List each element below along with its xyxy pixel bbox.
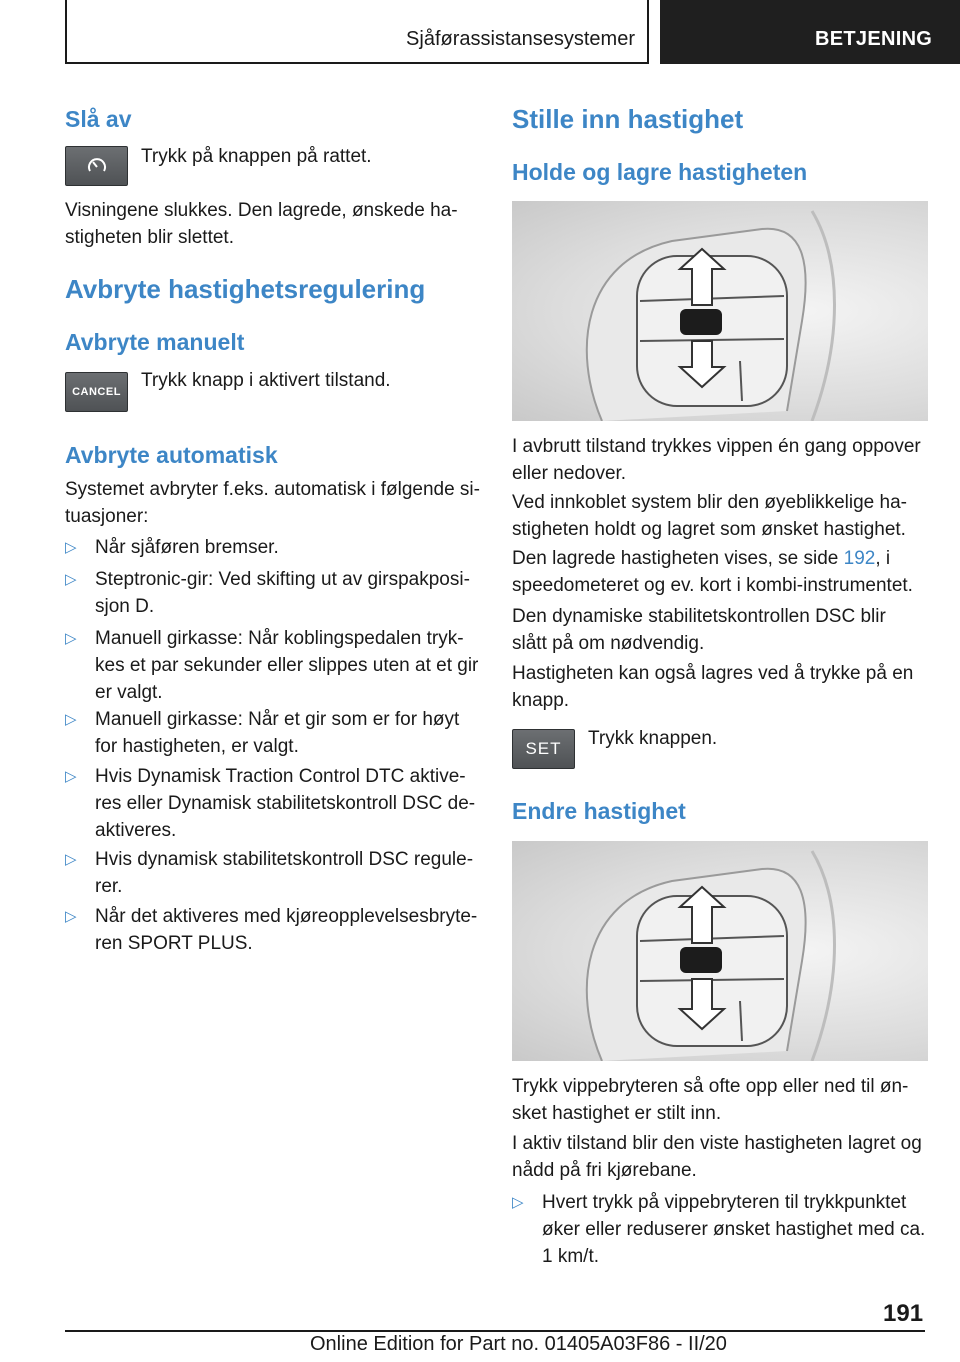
bullet-marker-icon: ▷ (65, 768, 77, 785)
endre-para-2: I aktiv tilstand blir den viste hastigheten lagret og nådd på fri kjørebane. (512, 1133, 922, 1181)
page-number: 191 (883, 1300, 924, 1327)
heading-avbryte-automatisk: Avbryte automatisk (65, 442, 278, 468)
set-button-image (512, 729, 575, 769)
automatisk-intro: Systemet avbryter f.eks. automatisk i følgende si- tuasjoner: (65, 479, 480, 527)
holde-para-3 (512, 545, 913, 599)
set-button-label: SET (525, 739, 562, 758)
list-item-text: Hvis dynamisk stabilitetskontroll DSC regule- rer. (95, 849, 474, 897)
manuelt-button-desc: Trykk knapp i aktivert tilstand. (141, 370, 391, 391)
rocker-switch-illustration (512, 201, 928, 421)
slaa-av-button-desc: Trykk på knappen på rattet. (141, 146, 372, 167)
rocker-switch-illustration-2 (512, 841, 928, 1061)
list-item-text: Manuell girkasse: Når et gir som er for høyt for hastigheten, er valgt. (95, 709, 460, 757)
holde-para-1: I avbrutt tilstand trykkes vippen én gang oppover eller nedover. (512, 436, 921, 484)
bullet-marker-icon: ▷ (65, 630, 77, 647)
bullet-marker-icon: ▷ (65, 539, 77, 556)
set-button-desc: Trykk knappen. (588, 728, 718, 749)
header-section-title: Sjåførassistansesystemer (406, 28, 635, 50)
bullet-marker-icon: ▷ (65, 571, 77, 588)
heading-endre-hastighet: Endre hastighet (512, 798, 686, 824)
bullet-marker-icon: ▷ (512, 1194, 524, 1211)
heading-avbryte-manuelt: Avbryte manuelt (65, 329, 245, 355)
list-item-text: Hvis Dynamisk Traction Control DTC aktive- res eller Dynamisk stabilitetskontroll DSC de- aktiveres. (95, 766, 476, 841)
bullet-marker-icon: ▷ (65, 908, 77, 925)
steering-wheel-photo-2 (512, 841, 928, 1061)
heading-avbryte: Avbryte hastighetsregulering (65, 274, 426, 304)
header-chapter-tab (660, 0, 960, 64)
cancel-button-image (65, 372, 128, 412)
list-item-text: Hvert trykk på vippebryteren til trykkpunktet øker eller reduserer ønsket hastighet med ca. 1 km/t. (542, 1192, 926, 1267)
holde-para-3-post: , i speedometeret og ev. kort i kombi-instrumentet. (512, 548, 913, 596)
heading-slaa-av: Slå av (65, 106, 132, 132)
footer-divider (65, 1330, 925, 1332)
page-reference-link[interactable]: 192 (843, 548, 876, 569)
heading-stille-inn: Stille inn hastighet (512, 104, 744, 134)
list-item-text: Når det aktiveres med kjøreopplevelsesbryte- ren SPORT PLUS. (95, 906, 478, 954)
bullet-marker-icon: ▷ (65, 711, 77, 728)
slaa-av-note: Visningene slukkes. Den lagrede, ønskede ha- stigheten blir slettet. (65, 200, 458, 248)
cruise-control-icon (85, 156, 109, 176)
steering-button-image (65, 146, 128, 186)
holde-para-5: Hastigheten kan også lagres ved å trykke på en knapp. (512, 663, 914, 711)
cancel-button-label: CANCEL (72, 386, 121, 398)
bullet-marker-icon: ▷ (65, 851, 77, 868)
list-item-text: Steptronic-gir: Ved skifting ut av girspakposi- sjon D. (95, 569, 470, 617)
endre-para-1: Trykk vippebryteren så ofte opp eller ned til øn- sket hastighet er stilt inn. (512, 1076, 909, 1124)
list-item-text: Når sjåføren bremser. (95, 537, 279, 558)
holde-para-2: Ved innkoblet system blir den øyeblikkelige ha- stigheten holdt og lagret som ønsket hastighet. (512, 492, 907, 540)
holde-para-4: Den dynamiske stabilitetskontrollen DSC blir slått på om nødvendig. (512, 606, 886, 654)
header-section-box (65, 0, 649, 64)
list-item-text: Manuell girkasse: Når koblingspedalen tryk- kes et par sekunder eller slippes uten at et gir er valgt. (95, 628, 479, 703)
heading-holde-lagre: Holde og lagre hastigheten (512, 159, 808, 185)
header-chapter-title: BETJENING (815, 28, 933, 50)
footer-edition: Online Edition for Part no. 01405A03F86 - II/20 (310, 1333, 727, 1355)
holde-para-3-pre: Den lagrede hastigheten vises, se side (512, 548, 844, 569)
steering-wheel-photo (512, 201, 928, 421)
